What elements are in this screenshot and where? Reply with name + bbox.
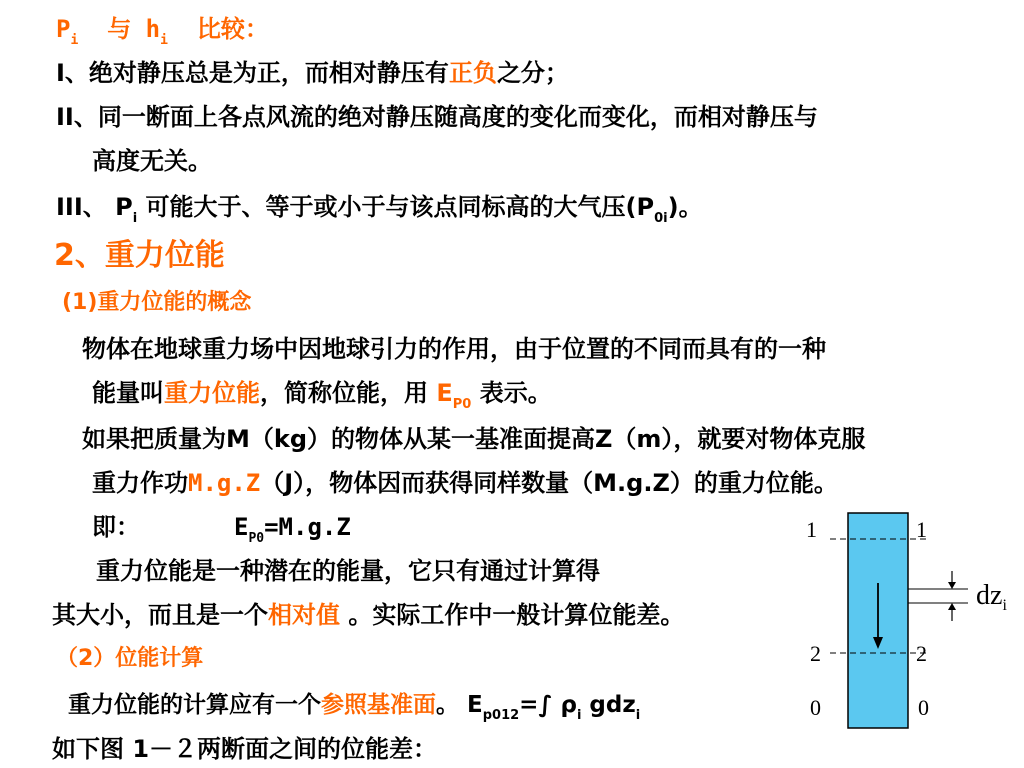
work-2c: （J），物体因而获得同样数量（M.g.Z）的重力位能。	[260, 469, 838, 497]
point-3-c: )。	[667, 193, 703, 221]
work-highlight: M.g.Z	[188, 469, 261, 497]
potential-line-2	[52, 600, 684, 630]
potential-line-1: 重力位能是一种潜在的能量，它只有通过计算得	[96, 557, 600, 585]
dz-text: dz	[976, 580, 1003, 611]
formula-1-rhs: =M.g.Z	[264, 513, 351, 541]
point-1-c: 之分；	[496, 59, 569, 87]
calc-c-sub: p012	[482, 708, 520, 723]
ep0-symbol	[436, 379, 472, 412]
h-symbol: h	[145, 15, 161, 43]
h-subscript: i	[160, 33, 168, 48]
dz-label	[976, 580, 1007, 614]
calc-d: =∫ ρ	[519, 692, 577, 718]
concept-highlight: 重力位能	[164, 379, 260, 407]
work-line-1: 如果把质量为M（kg）的物体从某一基准面提高Z（m），就要对物体克服	[82, 425, 866, 453]
point-1	[56, 58, 569, 88]
concept-2a: 能量叫	[92, 379, 164, 407]
calc-c: 。 E	[436, 692, 483, 718]
ep0-e: E	[436, 379, 453, 407]
label-2-right: 2	[916, 641, 927, 666]
formula-1-e-sub: P0	[248, 531, 265, 546]
compare-heading	[56, 14, 269, 49]
point-2-line-2: 高度无关。	[92, 147, 212, 175]
potential-2a: 其大小，而且是一个	[52, 601, 268, 629]
concept-line-2	[92, 378, 552, 413]
last-line: 如下图 1－２两断面之间的位能差：	[52, 735, 438, 763]
formula-1	[92, 512, 140, 542]
work-line-2	[92, 468, 838, 498]
dz-subscript: i	[1002, 597, 1007, 614]
point-3-a-sub: i	[132, 211, 138, 226]
dz-arrow-bottom-head	[948, 603, 956, 610]
calc-highlight: 参照基准面	[321, 692, 436, 718]
point-2-line-1: II、同一断面上各点风流的绝对静压随高度的变化而变化，而相对静压与	[56, 103, 818, 131]
p-subscript: i	[70, 33, 79, 48]
work-2a: 重力作功	[92, 469, 188, 497]
label-1-left: 1	[806, 517, 817, 542]
label-0-left: 0	[810, 695, 821, 720]
point-3-a: III、 P	[56, 193, 133, 221]
formula-1-expression	[234, 512, 351, 547]
point-1-a: I、绝对静压总是为正，而相对静压有	[56, 59, 449, 87]
concept-2c: ，简称位能，用	[260, 379, 437, 407]
dz-arrow-top-head	[948, 582, 956, 589]
subsection-2-title: （2）位能计算	[56, 646, 204, 671]
calc-e: gdz	[581, 692, 636, 718]
subsection-1-title: (1)重力位能的概念	[62, 290, 252, 315]
label-1-right: 1	[916, 517, 927, 542]
shaft-diagram	[790, 505, 1024, 730]
point-3-b-sub: 0i	[654, 211, 668, 226]
p-symbol: P	[56, 15, 71, 43]
calc-e-sub: i	[635, 708, 641, 723]
ep0-sub: P0	[452, 397, 472, 412]
point-1-highlight: 正负	[448, 59, 497, 87]
section-2-title: 2、重力位能	[54, 238, 225, 273]
calc-a: 重力位能的计算应有一个	[68, 692, 321, 718]
formula-1-label: 即：	[92, 513, 140, 541]
compare-yu: 与	[107, 15, 132, 43]
potential-highlight: 相对值	[268, 601, 340, 629]
point-3-b: 可能大于、等于或小于与该点同标高的大气压(P	[137, 193, 655, 221]
calc-line	[68, 690, 640, 724]
label-0-right: 0	[918, 695, 929, 720]
point-3	[56, 192, 703, 227]
compare-tail: 比较：	[196, 15, 269, 43]
concept-line-1: 物体在地球重力场中因地球引力的作用，由于位置的不同而具有的一种	[82, 335, 826, 363]
label-2-left: 2	[810, 641, 821, 666]
concept-2e: 表示。	[471, 379, 552, 407]
calc-d-sub: i	[576, 708, 582, 723]
potential-2c: 。实际工作中一般计算位能差。	[340, 601, 685, 629]
formula-1-e: E	[234, 513, 249, 541]
